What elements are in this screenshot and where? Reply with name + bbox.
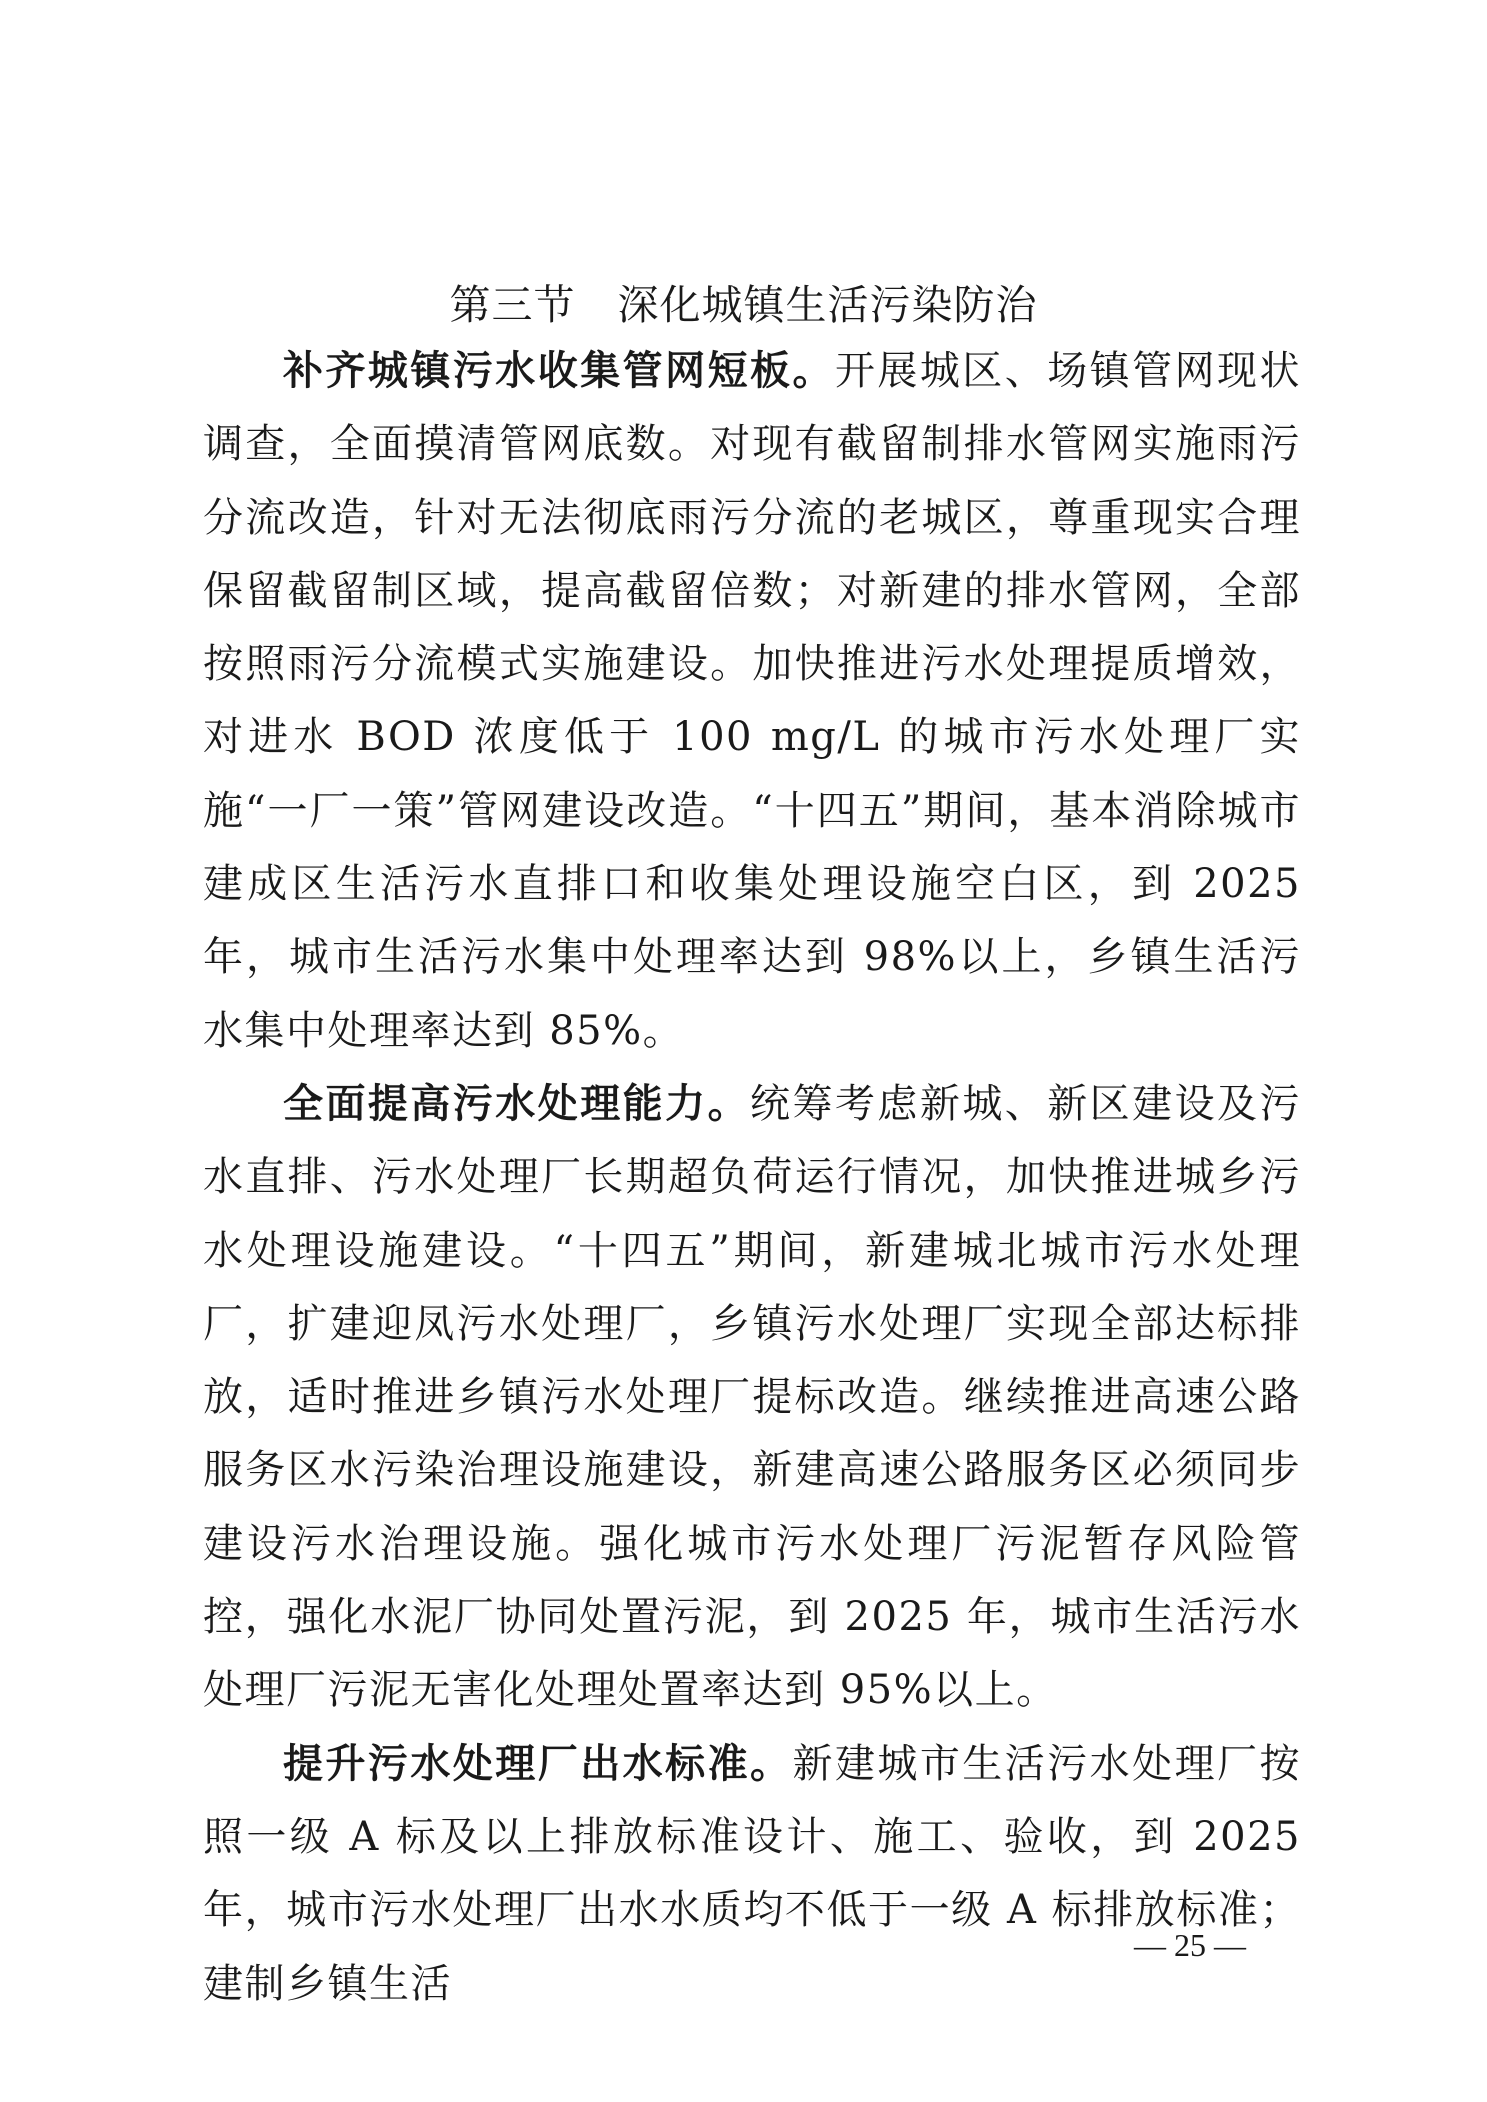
paragraph-lead: 全面提高污水处理能力。 <box>283 1080 751 1127</box>
section-title: 第三节 深化城镇生活污染防治 <box>449 281 1038 329</box>
paragraph-lead: 补齐城镇污水收集管网短板。 <box>283 348 835 394</box>
paragraph-body: 开展城区、场镇管网现状调查，全面摸清管网底数。对现有截留制排水管网实施雨污分流改造，针对无法彻底雨污分流的老城区，尊重现实合理保留截留制区域，提高截留倍数；对新建的排水管网，全部按照雨污分流模式实施建设。加快推进污水处理提质增效，对进水 BOD 浓度低于 100 mg/L 的城市污水处理厂实施“一厂一策”管网建设改造。“十四五”期间，基本消除城市建成区生活污水直排口和收集处理设施空白区，到 2025 年，城市生活污水集中处理率达到 98%以上，乡镇生活污水集中处理率达到 85%。 <box>203 348 1302 1054</box>
paragraph-body: 新建城市生活污水处理厂按照一级 A 标及以上排放标准设计、施工、验收，到 2025 年，城市污水处理厂出水水质均不低于一级 A 标排放标准；建制乡镇生活 <box>203 1740 1302 2007</box>
page-number: — 25 — <box>1134 1927 1246 1963</box>
paragraph-lead: 提升污水处理厂出水标准。 <box>283 1740 793 1787</box>
body-text <box>203 335 1301 2021</box>
paragraph-body: 统筹考虑新城、新区建设及污水直排、污水处理厂长期超负荷运行情况，加快推进城乡污水处理设施建设。“十四五”期间，新建城北城市污水处理厂，扩建迎凤污水处理厂，乡镇污水处理厂实现全部达标排放，适时推进乡镇污水处理厂提标改造。继续推进高速公路服务区水污染治理设施建设，新建高速公路服务区必须同步建设污水治理设施。强化城市污水处理厂污泥暂存风险管控，强化水泥厂协同处置污泥，到 2025 年，城市生活污水处理厂污泥无害化处理处置率达到 95%以上。 <box>203 1080 1302 1714</box>
paragraph-sewage-network <box>203 335 1301 1068</box>
paragraph-effluent-standard <box>203 1728 1301 2021</box>
paragraph-treatment-capacity <box>203 1068 1301 1728</box>
